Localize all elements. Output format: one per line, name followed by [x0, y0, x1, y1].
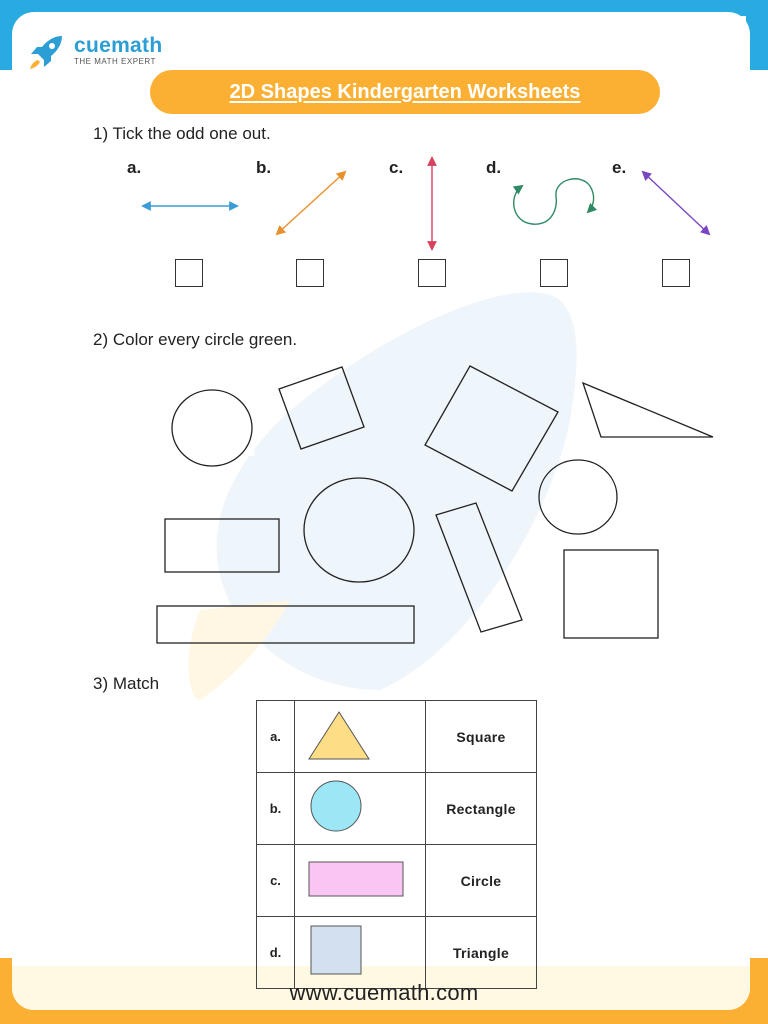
triangle-shape[interactable] [583, 383, 713, 437]
row-label: b. [257, 773, 295, 845]
question-3-prompt: 3) Match [93, 674, 160, 693]
square-shape[interactable] [425, 366, 558, 491]
row-label: a. [257, 701, 295, 773]
square-shape[interactable] [279, 367, 364, 449]
question-2-prompt: 2) Color every circle green. [93, 330, 298, 349]
shape-name[interactable]: Rectangle [426, 773, 537, 845]
circle-shape[interactable] [172, 390, 252, 466]
table-row [257, 701, 537, 773]
circle-shape[interactable] [539, 460, 617, 534]
shape-name[interactable]: Square [426, 701, 537, 773]
table-row [257, 773, 537, 845]
option-b-label: b. [256, 158, 272, 177]
option-d-label: d. [486, 158, 502, 177]
shape-cell [295, 701, 426, 773]
circle-shape[interactable] [304, 478, 414, 582]
row-label: d. [257, 917, 295, 989]
match-table [256, 700, 537, 989]
question-1-prompt: 1) Tick the odd one out. [93, 124, 271, 143]
shape-cell [295, 917, 426, 989]
option-a-label: a. [127, 158, 142, 177]
triangle-icon [295, 701, 425, 767]
shape-cell [295, 845, 426, 917]
table-row [257, 845, 537, 917]
option-e-label: e. [612, 158, 627, 177]
table-row [257, 917, 537, 989]
rectangle-icon [295, 845, 425, 911]
square-icon [295, 917, 425, 983]
rectangle-shape[interactable] [157, 606, 414, 643]
shape-name[interactable]: Triangle [426, 917, 537, 989]
square-shape[interactable] [564, 550, 658, 638]
footer-url[interactable]: www.cuemath.com [289, 980, 479, 1005]
page-title: 2D Shapes Kindergarten Worksheets [229, 80, 581, 103]
rectangle-shape[interactable] [436, 503, 522, 632]
brand-tagline: THE MATH EXPERT [74, 57, 156, 66]
shape-cell [295, 773, 426, 845]
option-c-label: c. [389, 158, 404, 177]
brand-name: cuemath [74, 34, 163, 57]
row-label: c. [257, 845, 295, 917]
shape-name[interactable]: Circle [426, 845, 537, 917]
rectangle-shape[interactable] [165, 519, 279, 572]
circle-icon [295, 773, 425, 839]
